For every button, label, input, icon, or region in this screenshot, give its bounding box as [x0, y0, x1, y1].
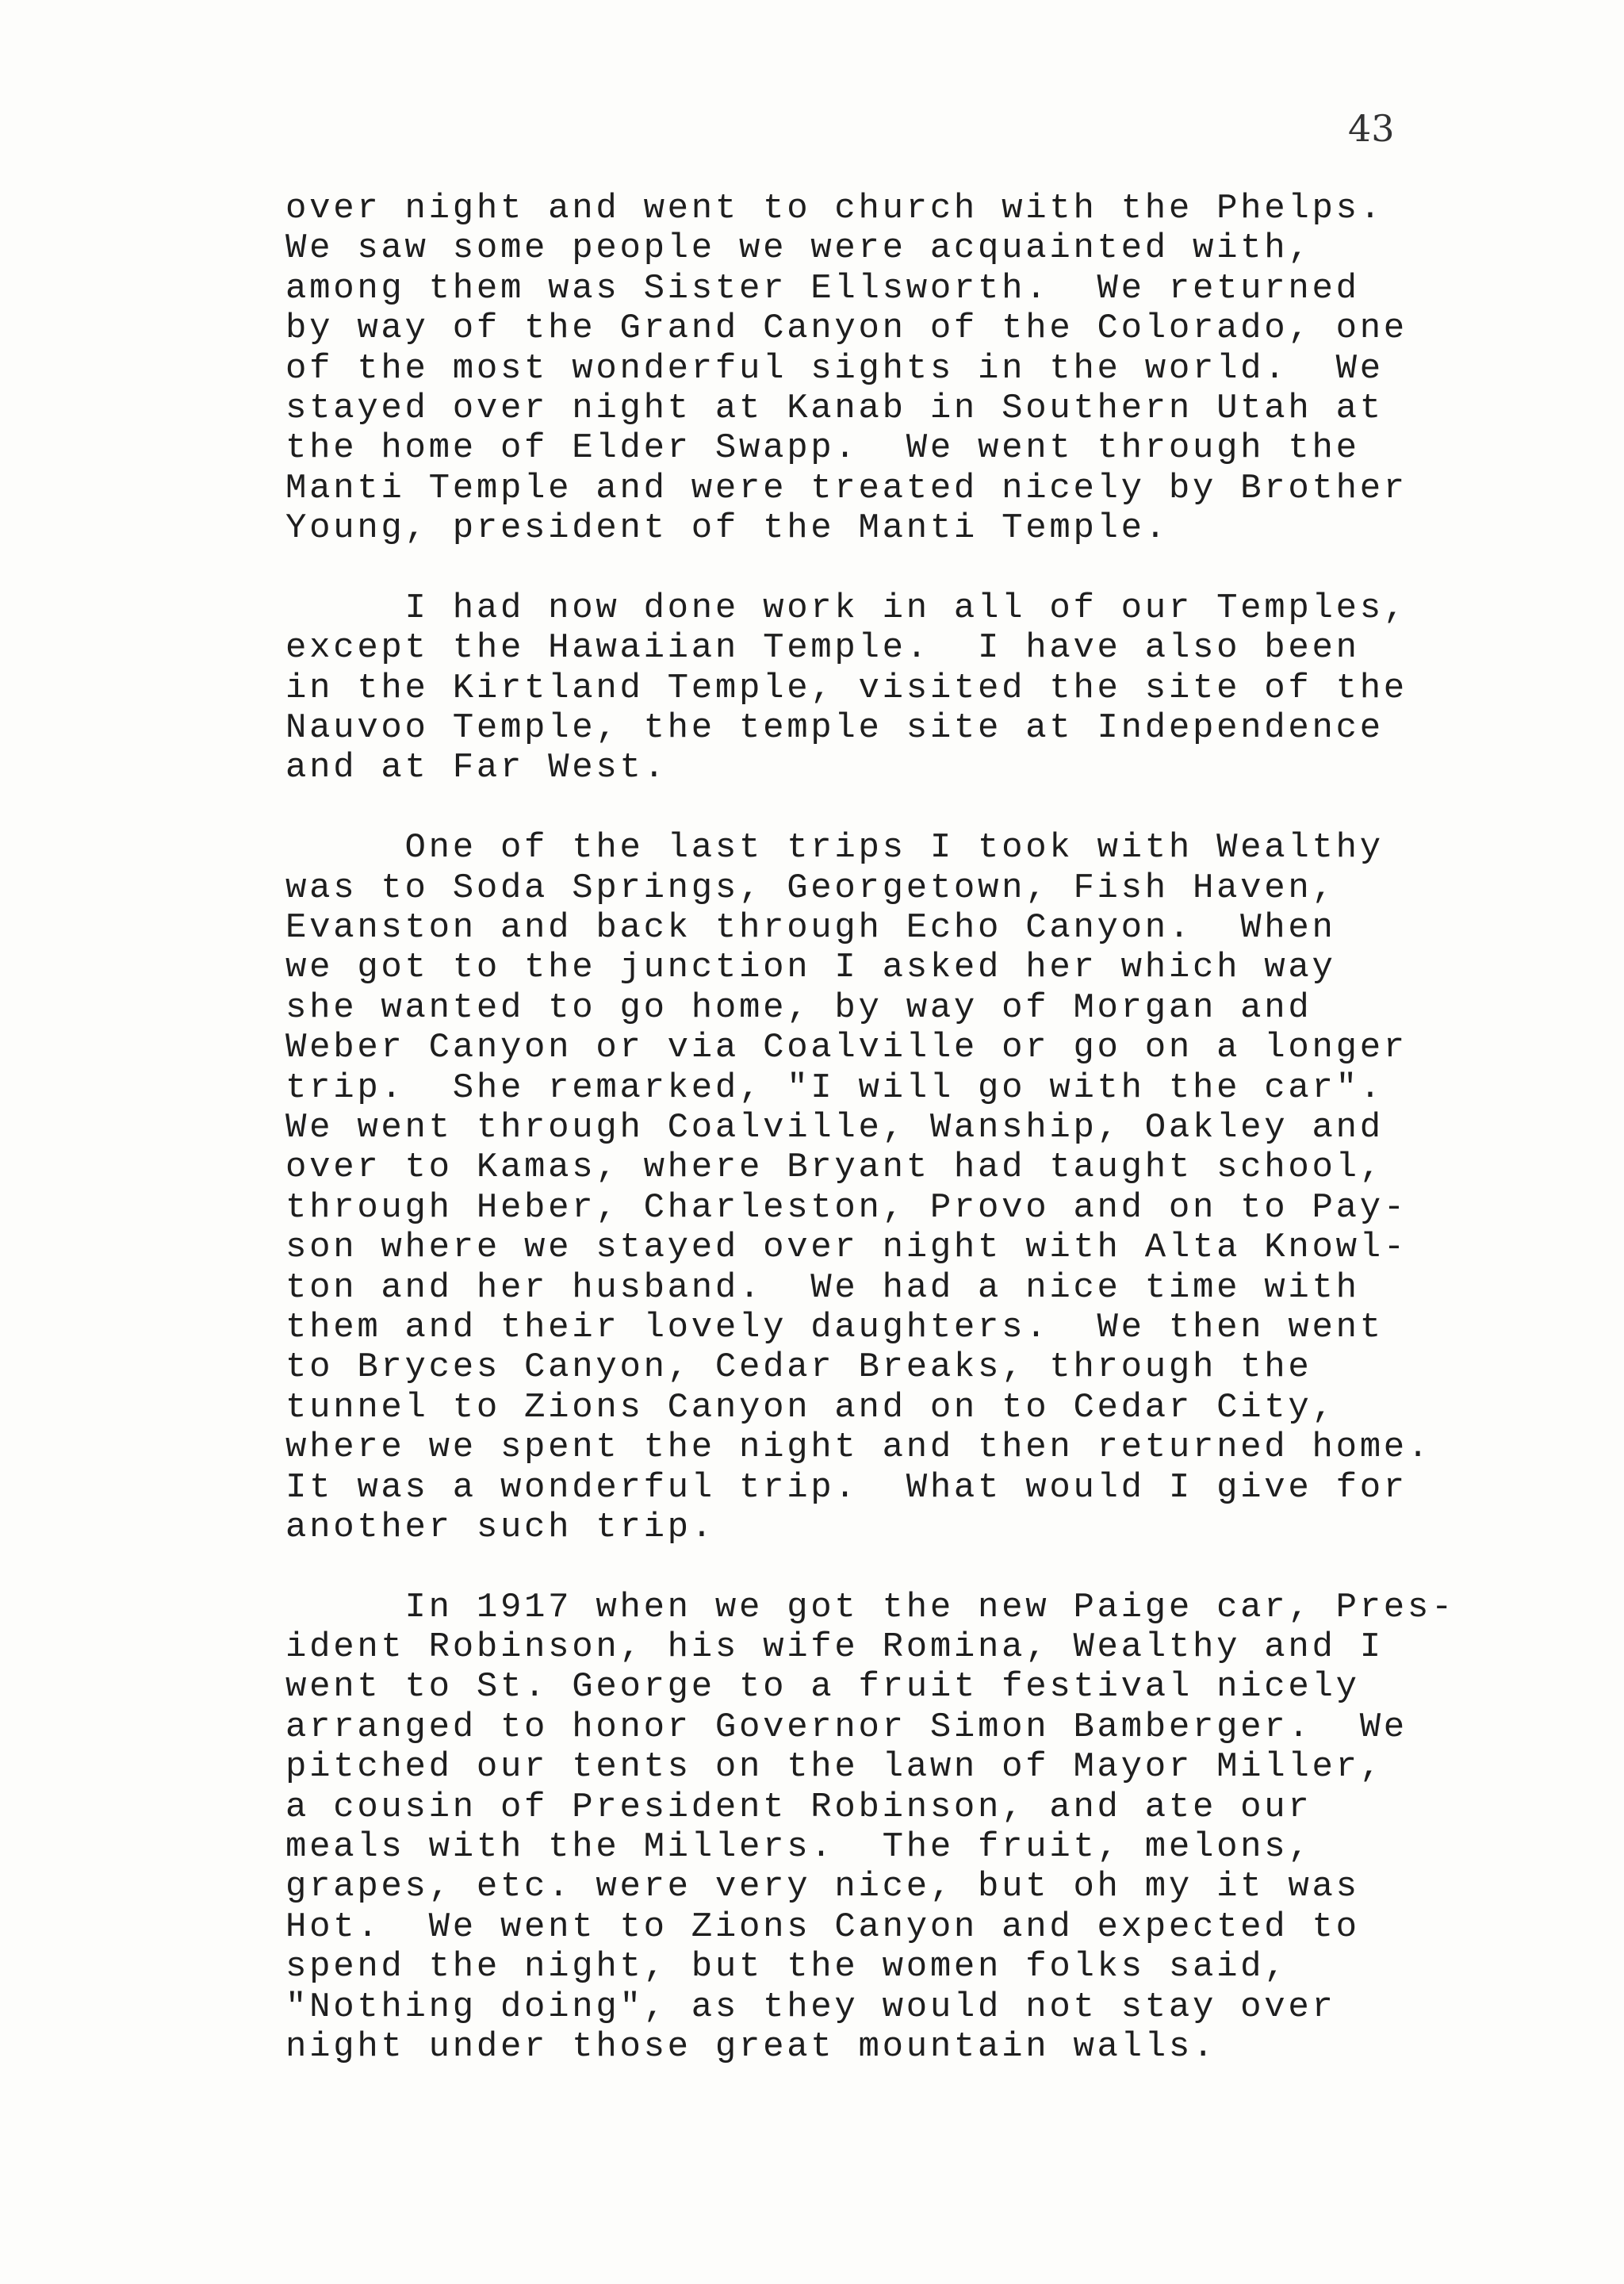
typed-text-body [285, 189, 1455, 2107]
text-line: another such trip. [285, 1507, 715, 1547]
text-line: of the most wonderful sights in the world. We [285, 348, 1384, 389]
paragraph [285, 1588, 1455, 2067]
paragraph [285, 588, 1455, 788]
text-line: Hot. We went to Zions Canyon and expected to [285, 1907, 1360, 1947]
text-line: It was a wonderful trip. What would I give for [285, 1467, 1408, 1508]
text-line: grapes, etc. were very nice, but oh my it was [285, 1867, 1360, 1907]
text-line: over to Kamas, where Bryant had taught school, [285, 1148, 1384, 1188]
text-line: In 1917 when we got the new Paige car, Pres- [285, 1587, 1456, 1627]
text-line: meals with the Millers. The fruit, melons, [285, 1827, 1312, 1868]
text-line: night under those great mountain walls. [285, 2026, 1217, 2067]
text-line: ton and her husband. We had a nice time with [285, 1267, 1360, 1308]
text-line: through Heber, Charleston, Provo and on to Pay- [285, 1187, 1408, 1228]
text-line: ident Robinson, his wife Romina, Wealthy and I [285, 1627, 1384, 1668]
text-line: son where we stayed over night with Alta Knowl- [285, 1228, 1408, 1268]
page-number: 43 [1348, 107, 1395, 150]
text-line: One of the last trips I took with Wealthy [285, 828, 1384, 868]
text-line: where we spent the night and then returned home. [285, 1428, 1432, 1468]
text-line: "Nothing doing", as they would not stay over [285, 1987, 1336, 2027]
text-line: a cousin of President Robinson, and ate our [285, 1787, 1312, 1827]
text-line: I had now done work in all of our Temples, [285, 588, 1408, 628]
text-line: Weber Canyon or via Coalville or go on a longer [285, 1028, 1408, 1068]
text-line: spend the night, but the women folks said, [285, 1947, 1289, 1987]
text-line: we got to the junction I asked her which way [285, 948, 1336, 988]
text-line: and at Far West. [285, 748, 668, 788]
text-line: she wanted to go home, by way of Morgan and [285, 987, 1312, 1028]
text-line: was to Soda Springs, Georgetown, Fish Haven, [285, 868, 1336, 908]
paragraph [285, 189, 1455, 549]
text-line: Manti Temple and were treated nicely by Brother [285, 468, 1408, 508]
text-line: stayed over night at Kanab in Southern Utah at [285, 388, 1384, 428]
text-line: to Bryces Canyon, Cedar Breaks, through the [285, 1347, 1312, 1388]
paragraph [285, 828, 1455, 1547]
text-line: We saw some people we were acquainted with, [285, 228, 1312, 269]
text-line: Nauvoo Temple, the temple site at Independence [285, 708, 1384, 749]
text-line: the home of Elder Swapp. We went through the [285, 428, 1360, 469]
text-line: them and their lovely daughters. We then went [285, 1307, 1384, 1347]
text-line: Young, president of the Manti Temple. [285, 508, 1169, 549]
text-line: over night and went to church with the Phelps. [285, 189, 1384, 228]
text-line: Evanston and back through Echo Canyon. When [285, 908, 1336, 948]
text-line: tunnel to Zions Canyon and on to Cedar City, [285, 1387, 1336, 1428]
text-line: trip. She remarked, "I will go with the car". [285, 1067, 1384, 1108]
text-line: in the Kirtland Temple, visited the site of the [285, 668, 1408, 708]
text-line: except the Hawaiian Temple. I have also been [285, 628, 1360, 669]
text-line: among them was Sister Ellsworth. We returned [285, 268, 1360, 308]
text-line: We went through Coalville, Wanship, Oakley and [285, 1107, 1384, 1148]
text-line: pitched our tents on the lawn of Mayor Miller, [285, 1747, 1384, 1788]
text-line: went to St. George to a fruit festival nicely [285, 1667, 1360, 1707]
text-line: arranged to honor Governor Simon Bamberger. We [285, 1707, 1408, 1747]
text-line: by way of the Grand Canyon of the Colorado, one [285, 308, 1408, 349]
